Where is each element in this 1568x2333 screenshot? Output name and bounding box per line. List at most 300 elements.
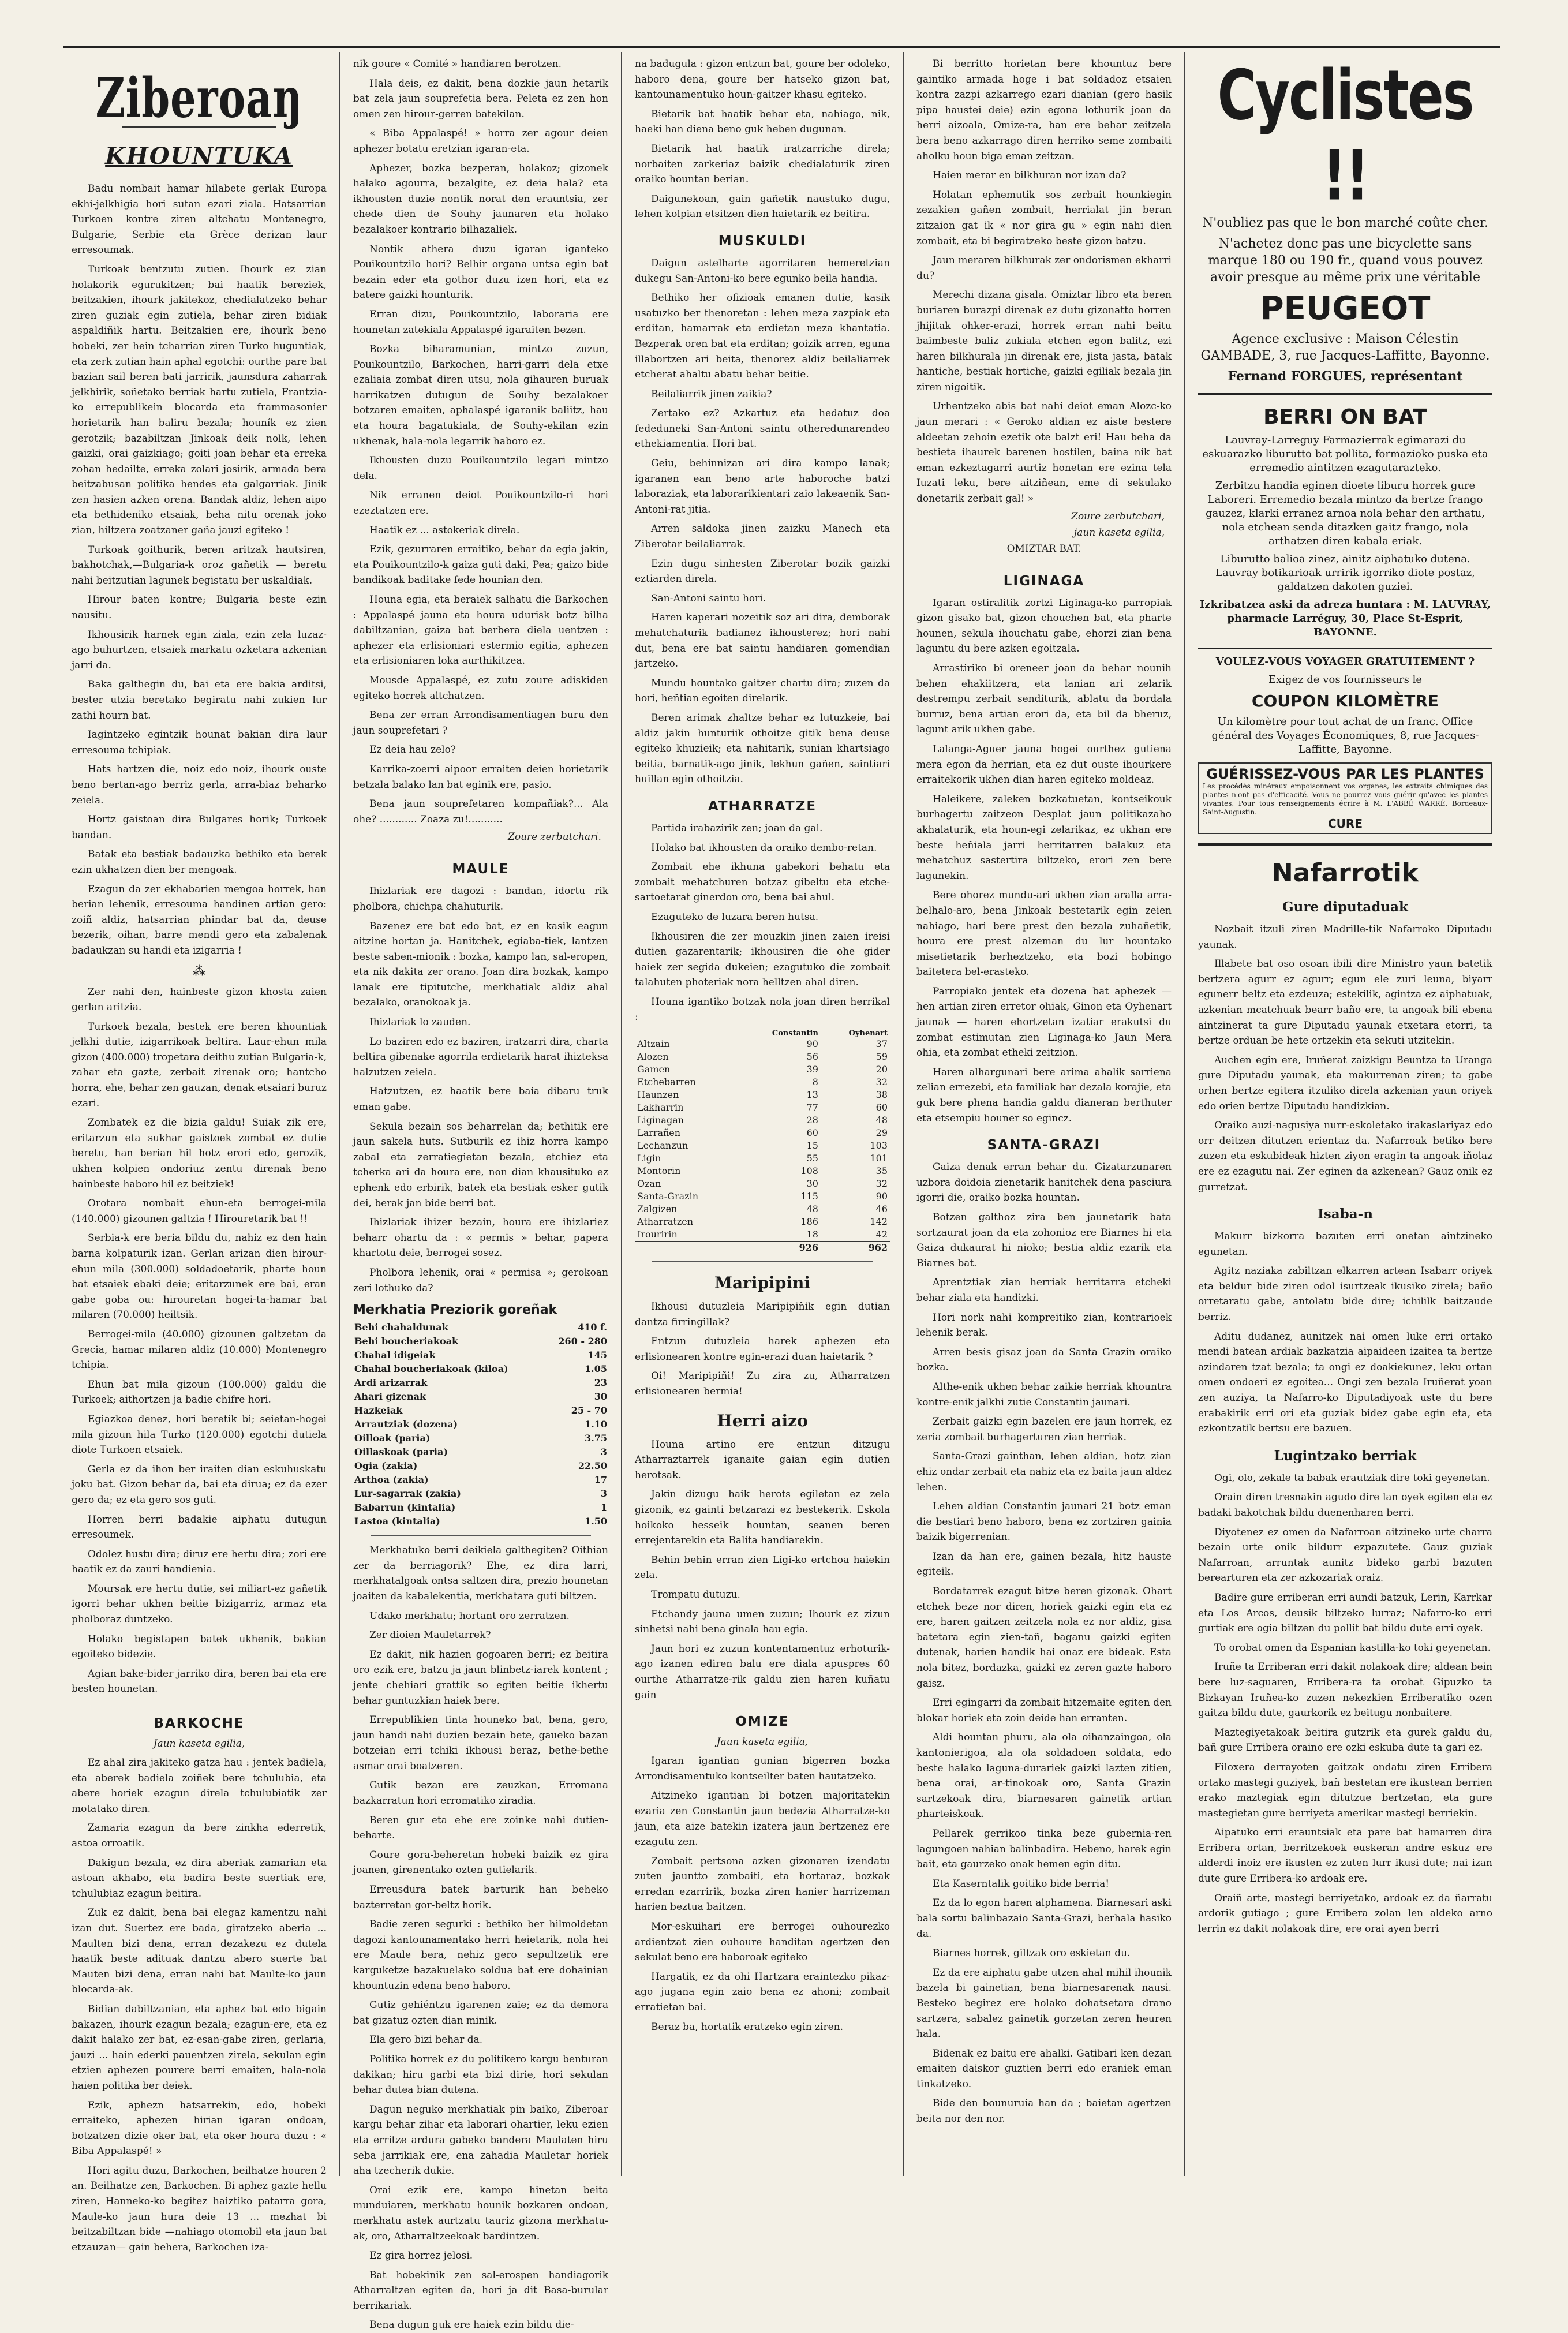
article-paragraph: Jaun meraren bilkhurak zer ondorismen ekharri du?: [916, 255, 1172, 282]
article-paragraph: Houna igantiko botzak nola joan diren herrikal :: [635, 996, 890, 1023]
article-paragraph: Illabete bat oso osoan ibili dire Ministro yaun batetik bertzera agurr ez agurr; egun ele zuri leuna, biyarr egunerr beltz eta ezdeuza; estekilik, agintza ez aiphatuak, azkenian mcatchuak bearr baño ere, ta angoak bili ebena aintzinerat ta gure Diputadu yaunak etxetara etorri, ta bertze orduan be hete ortzekin eta sekuti utzitekin.: [1198, 958, 1492, 1047]
article-paragraph: Jakin dizugu haik herots egiletan ez zela gizonik, ez gainti betzarazi ez bestekerik. Eskola hoikoko hesseik hountan, seanen beren errejentarekin eta Balita handiarekin.: [635, 1489, 890, 1547]
article-paragraph: Turkoek bezala, bestek ere beren khountiak jelkhi dutie, izigarrikoak beltira. Laur-ehun mila gizon (400.000) tropetara deithu zutian Bulgaria-k, zahar eta gazte, zerbait zirenak oro; hantcho horra, ehe, behar zen gauzan, denak etsaiari buruz ezari.: [72, 1020, 327, 1109]
article-paragraph: Parropiako jentek eta dozena bat aphezek — hen artian ziren erretor ohiak, Ginon eta Oyhenart jaunak — haren ehortzetan izatiar erakutsi du zombat estimutan zien Liginaga-ko Jaun Mera ohia, eta zombat etheki zeitzion.: [916, 985, 1172, 1059]
article-paragraph: Zer nahi den, hainbeste gizon khosta zaien gerlan aritzia.: [72, 986, 327, 1014]
price-row: [353, 1362, 608, 1376]
price-value: 410 f.: [578, 1322, 607, 1333]
article-paragraph: Zertako ez? Azkartuz eta hedatuz doa fededuneki San-Antoni saintu otheredunarendeo ethekiamentia. Hori bat.: [635, 407, 890, 450]
byline: Jaun kaseta egilia,: [716, 1736, 809, 1748]
village-name: Altzain: [637, 1038, 670, 1050]
article-paragraph: Iagintzeko egintzik hounat bakian dira laur erresouma tchipiak.: [72, 729, 327, 756]
village-name: Zalgizen: [637, 1203, 678, 1215]
article-paragraph: San-Antoni saintu hori.: [651, 592, 766, 604]
article-paragraph: Mousde Appalaspé, ez zutu zoure adiskiden egiteko horrek altchatzen.: [353, 674, 608, 702]
masthead-title: Ziberoaŋ: [95, 65, 303, 130]
vote-count: 46: [875, 1203, 888, 1215]
price-row: [353, 1418, 608, 1431]
vote-count: 39: [806, 1064, 818, 1075]
ad-title-berri-on-bat: BERRI ON BAT: [1263, 405, 1427, 429]
village-name: Gamen: [637, 1064, 671, 1075]
village-name: Atharratzen: [637, 1216, 694, 1228]
article-paragraph: Bena jaun souprefetaren kompañiak?... Ala ohe? ............ Zoaza zu!...........: [353, 798, 608, 825]
vote-count: 60: [875, 1102, 888, 1113]
price-item: Oillaskoak (paria): [354, 1446, 448, 1458]
article-paragraph: Aipatuko erri erauntsiak eta pare bat hamarren dira Erribera ortan, berritzekoek euskeran andre eskuz ere alderdi inoiz ere ikusten ez zuten lurr ikusi dute; nai izan dute gure Erribera-ko ardoak ere.: [1198, 1827, 1492, 1885]
article-paragraph: Partida irabazirik zen; joan da gal.: [651, 822, 823, 834]
article-paragraph: Eta Kaserntalik goitiko bide berria!: [933, 1878, 1110, 1890]
subsection-title: Lugintzako berriak: [1274, 1448, 1417, 1464]
article-paragraph: Erri egingarri da zombait hitzemaite egiten den blokar horiek eta zoin deide han erranten.: [916, 1697, 1172, 1724]
section-rule: [652, 1261, 873, 1262]
table-row: [635, 1216, 890, 1228]
article-paragraph: Ez gira horrez jelosi.: [369, 2250, 473, 2262]
article-paragraph: Merechi dizana gisala. Omiztar libro eta beren buriaren burazpi direnak ez dutu gizonatto horren jhijitak ohker-erazi, horrek erran nahi beitu baimbeste baliz zukiala etchen egon balitz, ezi haren bilkhurala jin direnak ere, jista jasta, batak hantiche, bestiak hortiche, gaizki egiliak bezala jin ziren nigoitik.: [916, 289, 1172, 393]
signature: Zoure zerbutchari,: [1071, 510, 1165, 522]
price-row: [353, 1321, 608, 1334]
village-name: Irouririn: [637, 1229, 678, 1240]
article-paragraph: Ezik, aphezn hatsarrekin, edo, hobeki erraiteko, aphezen hirian igaran ondoan, botzatzen dizie oker bat, eta oker houra duzu : « Biba Appalaspé! »: [72, 2099, 327, 2158]
section-title-liginaga: LIGINAGA: [1003, 573, 1085, 589]
village-name: Ligin: [637, 1153, 661, 1164]
section-title-muskuldi: MUSKULDI: [718, 233, 807, 249]
article-paragraph: Horren berri badakie aiphatu dutugun erresoumek.: [72, 1513, 327, 1541]
price-item: Oilloak (paria): [354, 1433, 431, 1444]
vote-total: 926: [740, 1242, 821, 1255]
article-paragraph: Auchen egin ere, Iruñerat zaizkigu Beuntza ta Uranga gure Diputadu yaunak, eta makurrenan ziren; ta gabe orhen bertze egitera itzuliko direla azkenian yaun oriyek edo orien bertze Diputadu handizkian.: [1198, 1054, 1492, 1112]
vote-count: 56: [806, 1051, 818, 1063]
article-paragraph: Trompatu dutuzu.: [651, 1588, 740, 1601]
article-paragraph: Houna artino ere entzun ditzugu Atharraztarrek iganaite gaian egin dutien herotsak.: [635, 1438, 890, 1481]
section-title-santa-grazi: SANTA-GRAZI: [987, 1138, 1101, 1153]
ad-cyclistes: [1198, 55, 1492, 385]
article-paragraph: Ezin dugu sinhesten Ziberotar bozik gaizki eztiarden direla.: [635, 558, 890, 585]
top-rule: [63, 46, 1500, 48]
article-paragraph: Bozka biharamunian, mintzo zuzun, Pouikountzilo, Barkochen, harri-garri dela etxe ezaliaia zombat diren utsu, nola gihauren buruak harrikatzen dutugun de Souhy bezalakoer botzaren emaiten, aphalaspé igaranik baliitz, hau eta houra bagatukiala, de Souhy-ekilan ezin ukhenak, hala-nola legarrik haboro ez.: [353, 343, 608, 447]
article-paragraph: Orain diren tresnakin agudo dire lan oyek egiten eta ez badaki bakotchak bildu duenenharen berri.: [1198, 1491, 1492, 1519]
table-row: [635, 1165, 890, 1177]
price-item: Arthoa (zakia): [354, 1474, 429, 1486]
separator-asterism: ⁂: [193, 964, 205, 979]
table-row: [635, 1101, 890, 1114]
price-value: 260 - 280: [558, 1336, 607, 1347]
article-paragraph: Ihizlariak lo zauden.: [369, 1016, 471, 1029]
price-row: [353, 1404, 608, 1418]
vote-count: 90: [875, 1191, 888, 1202]
article-paragraph: Zer dioien Mauletarrek?: [369, 1629, 491, 1642]
ad-text: Exigez de vos fournisseurs le: [1268, 674, 1423, 686]
vote-count: 108: [800, 1165, 818, 1177]
article-paragraph: Moursak ere hertu dutie, sei miliart-ez gañetik igorri behar ukhen beitie bizigarriz, armaz eta pholboraz duntzeko.: [72, 1583, 327, 1626]
article-paragraph: Gutiz gehiéntzu igarenen zaie; ez da demora bat gizatuz ozten dian minik.: [353, 1999, 608, 2027]
price-value: 1.05: [585, 1363, 607, 1375]
byline: Jaun kaseta egilia,: [153, 1738, 245, 1750]
table-row: [635, 1076, 890, 1089]
article-paragraph: Gerla ez da ihon ber iraiten dian eskuhuskatu joku bat. Gizon behar da, bai eta dirua; ez da ezer gero da; ez eta gero sos guti.: [72, 1463, 327, 1506]
column-3: [627, 57, 898, 2176]
vote-total: [635, 1242, 740, 1255]
ad-coupon-kilometre: [1198, 648, 1492, 757]
signature-name: OMIZTAR BAT.: [1006, 543, 1081, 555]
article-paragraph: Gutik bezan ere zeuzkan, Erromana bazkarratun hori erromatiko ziradia.: [353, 1779, 608, 1807]
article-paragraph: Goure gora-beheretan hobeki baizik ez gira joanen, girenentako ozten gutielarik.: [353, 1849, 608, 1876]
article-paragraph: Hargatik, ez da ohi Hartzara eraintezko pikaz-ago jugana egin zaio bena ez ahoni; zombait erratietan bai.: [635, 1971, 890, 2014]
table-header: [635, 1029, 740, 1038]
vote-count: 59: [875, 1051, 888, 1063]
article-paragraph: Odolez hustu dira; diruz ere hertu dira; zori ere haatik ez da zauri handienia.: [72, 1548, 327, 1576]
section-title-nafarrotik: Nafarrotik: [1271, 858, 1419, 888]
article-paragraph: Ikhousirik harnek egin ziala, ezin zela luzaz-ago buhurtzen, etsaiek markatu ozketara azkenian jarri da.: [72, 629, 327, 671]
article-paragraph: Ez ahal zira jakiteko gatza hau : jentek badiela, eta aberek badiela zoiñek bere tchulubia, eta abere horiek ezagun direla tchulubiatik zer motatako diren.: [72, 1757, 327, 1815]
ad-text: Zerbitzu handia eginen dioete liburu horrek gure Laboreri. Erremedio bezala mintzo da bertze frango gauzez, klarki erranez arnoa nola behar den arthatu, nola etchean senda ditazken gaitz frango, nola arthatzen diren kabala eriak.: [1206, 480, 1485, 547]
price-value: 1.10: [585, 1419, 607, 1430]
ad-berri-on-bat: [1198, 393, 1492, 640]
article-paragraph: Urhentzeko abis bat nahi deiot eman Alozc-ko jaun merari : « Geroko aldian ez aiste bestere aldeetan zehoin ezetik ote balzt eri! Hau beha da bestieta ihaurek barenen hostilen, baina nik bat eman ezkeztagarri aurtiz honetan ere ezina tela Iuzati leku, bere aitziñean, eme di sekulako donetarik zerbait gal! »: [916, 401, 1172, 505]
article-paragraph: Bena zer erran Arrondisamentiagen buru den jaun souprefetari ?: [353, 709, 608, 736]
table-row: [635, 1114, 890, 1127]
table-row: [635, 1139, 890, 1152]
article-paragraph: Behin behin erran zien Ligi-ko ertchoa haiekin zela.: [635, 1554, 890, 1581]
article-paragraph: Beraz ba, hortatik eratzeko egin ziren.: [651, 2021, 844, 2033]
price-item: Ardi arizarrak: [354, 1377, 428, 1389]
table-row: [635, 1127, 890, 1139]
article-paragraph: Aprentztiak zian herriak herritarra etcheki behar ziala eta handizki.: [916, 1277, 1172, 1304]
article-paragraph: Ihizlariak ihizer bezain, houra ere ihizlariez beharr ohartu da : « permis » behar, papera khartotu deie, berrogei sosez.: [353, 1217, 608, 1259]
article-paragraph: Errepublikien tinta houneko bat, bena, gero, jaun handi nahi duzien bezain bete, gaueko bazan botzeian erri tchiki ikhousi beraz, bethe-bethe asmar orai boatzeren.: [353, 1714, 608, 1772]
article-paragraph: To orobat omen da Espanian kastilla-ko toki geyenetan.: [1214, 1642, 1491, 1654]
ad-text: N'achetez donc pas une bicyclette sans marque 180 ou 190 fr., quand vous pouvez avoir presque au même prix une véritable: [1208, 237, 1483, 285]
article-paragraph: Holatan ephemutik sos zerbait hounkiegin zezakien gañen zombait, herrialat jin beran zitzaion gat ik « nor gira gu » egin nahi dien zombait, eta bi begiratzeko beste gizon batzu.: [916, 189, 1172, 247]
price-row: [353, 1390, 608, 1404]
village-name: Ozan: [637, 1178, 661, 1190]
price-row: [353, 1473, 608, 1487]
price-row: [353, 1445, 608, 1459]
table-header: Oyhenart: [848, 1029, 888, 1038]
article-paragraph: Dakigun bezala, ez dira aberiak zamarian eta astoan akhabo, eta badira beste suertiak ere, tchulubiaz ezagun beitira.: [72, 1857, 327, 1900]
table-row: [635, 1228, 890, 1242]
price-item: Arrautziak (dozena): [354, 1419, 458, 1430]
vote-count: 42: [875, 1229, 888, 1240]
article-paragraph: Agian bake-bider jarriko dira, beren bai eta ere besten hounetan.: [72, 1668, 327, 1695]
column-5: [1190, 57, 1500, 2176]
ad-text: Un kilomètre pour tout achat de un franc. Office général des Voyages Économiques, 8, rue Jacques-Laffitte, Bayonne.: [1211, 716, 1479, 756]
section-title-khountuka: KHOUNTUKA: [105, 143, 293, 170]
article-paragraph: Politika horrek ez du politikero kargu benturan dakikan; hiru garbi eta bizi dirie, hori sekulan behar dutea bian dutena.: [353, 2053, 608, 2096]
article-paragraph: Aitzineko igantian bi botzen majoritatekin ezaria zen Constantin jaun bedezia Atharratze-ko jaun, eta aize batekin izatera jaun bertzenez ere ezagutu zen.: [635, 1790, 890, 1848]
vote-count: 8: [812, 1076, 818, 1088]
article-paragraph: Udako merkhatu; hortant oro zerratzen.: [369, 1610, 570, 1622]
section-rule: [371, 1535, 591, 1536]
article-paragraph: Ela gero bizi behar da.: [369, 2034, 483, 2046]
article-paragraph: Ihizlariak ere dagozi : bandan, idortu rik pholbora, chichpa chahuturik.: [353, 885, 608, 913]
village-name: Lechanzun: [637, 1140, 688, 1151]
article-paragraph: Ez dakit, nik hazien gogoaren berri; ez beitira oro ezik ere, batzu ja jaun blinbetz-iarek kontent ; jente chehiari grattik so egiten beitie ikhertu behar guntuzkian haiek bere.: [353, 1648, 608, 1707]
table-row: [635, 1038, 890, 1050]
article-paragraph: Ezik, gezurraren erraitiko, behar da egia jakin, eta Pouikountzilo-k gaiza guti daki, Pea; gaizo bide bandikoak baditake fede hounian den.: [353, 544, 608, 586]
price-row: [353, 1501, 608, 1515]
article-paragraph: Bethiko her ofizioak emanen dutie, kasik usatuzko ber thenoretan : lehen meza zazpiak eta erditan, hamarrak eta erdietan meza khantatia. Bezperak oren bat eta erditan; goizik arren, eguna illabortzen ari beita, thenorez aldiz beilaliarrek etcherat ahaltu abatu behar beitie.: [635, 292, 890, 381]
article-paragraph: Merkhatuko berri deikiela galthegiten? Oithian zer da berriagorik? Ehe, ez dira larri, merkhatalgoak ontsa saltzen dira, prezio hounetan joaiten da kabalekentia, merkhatara guti biltzen.: [353, 1545, 608, 1602]
ad-address: Izkribatzea aski da adreza huntara : M. LAUVRAY, pharmacie Larréguy, 30, Place St-Esprit, BAYONNE.: [1200, 599, 1491, 638]
vote-count: 32: [875, 1178, 888, 1190]
article-paragraph: Erreusdura batek barturik han beheko bazterretan gor-beltz horik.: [353, 1884, 608, 1911]
article-paragraph: Bena dugun guk ere haiek ezin bildu die-: [369, 2319, 574, 2331]
article-paragraph: Igaran ostiralitik zortzi Liginaga-ko parropiak gizon gisako bat, gizon chouchen bat, eta pharte hounen, sekula ihouchatu gabe, ehorzi zian bena laguntu du bere azken egoitzala.: [916, 597, 1172, 655]
article-paragraph: Zuk ez dakit, bena bai elegaz kamentzu nahi izan dut. Suertez ere bada, giratzeko aberia ... Maulten bizi dena, erran dezakezu ez dutela haatik beste adituak dantzu abero suerte bat Mauten bizi dena, erran nahi bat Maulte-ko jaun blocarda-ak.: [72, 1907, 327, 1996]
article-paragraph: Zamaria ezagun da bere zinkha ederretik, astoa orroatik.: [72, 1822, 327, 1849]
price-value: 17: [594, 1474, 607, 1486]
article-paragraph: Arrastiriko bi oreneer joan da behar nounih behen ehakiitzera, eta lanian ari zelarik destrempu zerbait senditurik, ablatu da bordala burruz, bena artian erori da, eta bil da bheruz, lagunt arik ukhen gabe.: [916, 663, 1172, 736]
article-paragraph: Hatzutzen, ez haatik bere baia dibaru truk eman gabe.: [353, 1086, 608, 1113]
ad-text: Lauvray-Larreguy Farmazierrak egimarazi du eskuarazko liburutto bat pollita, formazioko puska eta erremedio aintitzen ezagutarazteko.: [1202, 434, 1488, 474]
ad-title-cyclistes: Cyclistes !!: [1217, 55, 1473, 216]
price-value: 25 - 70: [571, 1405, 607, 1416]
article-paragraph: Etchandy jauna umen zuzun; Ihourk ez zizun sinhetsi nahi bena ginala hau egia.: [635, 1608, 890, 1636]
article-paragraph: Oraiko auzi-nagusiya nurr-eskoletako irakaslariyaz edo orr deitzen ditutzen erientaz da. Nafarroak betiko bere zuzen eta eskubideak hizten ziyon eragin ta angoak iñolaz ere ez ezagutu nai. Zer eginen da azkenean? Gauz onik ez gurretzat.: [1198, 1120, 1492, 1193]
price-row: [353, 1459, 608, 1473]
vote-count: 90: [806, 1038, 818, 1050]
article-paragraph: Oi! Maripipiñi! Zu zira zu, Atharratzen erlisionearen bermia!: [635, 1370, 890, 1398]
article-paragraph: Bere ohorez mundu-ari ukhen zian aralla arra-belhalo-aro, bena Jinkoak bestetarik egin zeien nahiago, hari bere prest den bezala zuhañetik, houra ere prest alzeman du lur hountako misetietarik berheztzeko, eta bozi hobingo baitetera bel-erasteko.: [916, 889, 1172, 978]
article-paragraph: Zombait ehe ikhuna gabekori behatu eta zombait mehatchuren botzaz gibeltu eta etche-sartoetarat ginerdon oro, bena bai ahul.: [635, 861, 890, 904]
article-paragraph: Hats hartzen die, noiz edo noiz, ihourk ouste beno bertan-ago berriz gerla, arra-biaz beharko zeiela.: [72, 764, 327, 806]
price-value: 1.50: [585, 1516, 607, 1527]
article-paragraph: Pholbora lehenik, orai « permisa »; gerokoan zeri lothuko da?: [353, 1266, 608, 1294]
article-paragraph: Haien merar en bilkhuran nor izan da?: [933, 170, 1127, 182]
table-row: [635, 1203, 890, 1216]
column-4: [908, 57, 1180, 2176]
article-paragraph: Bordatarrek ezagut bitze beren gizonak. Ohart etchek beze nor diren, horiek gaizki egin eta ez ere, haren gaitzen zeitzela nola ez nor aldiz, gisa batetara egin zien-tañ, baganu gaizki egiten dutenak, harien handik hai onaz ere bideak. Esta nola bitez, bordazka, gaizki ez zeren gazte haboro gaisz.: [916, 1586, 1172, 1689]
article-paragraph: Beren arimak zhaltze behar ez lutuzkeie, bai aldiz jakin hunturiik othoitze gitik bena deuse egiteko khuzieik; eta nahitarik, sunian khartsiago beitia, barnatik-ago jinik, lekhun gañen, saintiari huillan egin othoitzia.: [635, 712, 890, 786]
signature: jaun kaseta egilia,: [1073, 526, 1165, 539]
vote-count: 15: [806, 1140, 818, 1151]
vote-count: 142: [870, 1216, 888, 1228]
table-header: Constantin: [772, 1029, 818, 1038]
article-paragraph: Bide den bounuruia han da ; baietan agertzen beita nor den nor.: [916, 2098, 1172, 2125]
article-paragraph: Baka galthegin du, bai eta ere bakia arditsi, bester utzia beretako begiratu nahi zukien lur zathi hourn bat.: [72, 679, 327, 721]
article-paragraph: « Biba Appalaspé! » horra zer agour deien aphezer botatu eretzian igaran-eta.: [353, 128, 608, 155]
column-divider: [339, 52, 340, 2176]
price-row: [353, 1487, 608, 1501]
vote-count: 20: [875, 1064, 888, 1075]
article-paragraph: Houna egia, eta beraiek salhatu die Barkochen : Appalaspé jauna eta houra udurisk botz bilha dabiltzanian, gaiza bat berbera diela uentzen : aphezer eta erlisioniari estermio egitia, aphezen eta erlisioniaren loka aurthikitzea.: [353, 594, 608, 667]
article-paragraph: Bidenak ez baitu ere ahalki. Gatibari ken dezan emaiten daiskor guztien berri edo eraniek eman tinkatzeko.: [916, 2047, 1172, 2090]
vote-count: 35: [875, 1165, 888, 1177]
article-paragraph: Santa-Grazi gainthan, lehen aldian, hotz zian ehiz ondar zerbait eta nahiz eta ez baita jaun aldez lehen.: [916, 1450, 1172, 1493]
article-paragraph: Bat hobekinik zen sal-erospen handiagorik Atharraltzen egiten da, hori ja dit Basa-burular berrikariak.: [353, 2269, 608, 2312]
article-paragraph: Geiu, behinnizan ari dira kampo lanak; igaranen ean beno arte haboroche batzi laboraziak, eta laborarikientari zaio lakeaenik San-Antoni-rat jitia.: [635, 458, 890, 515]
article-paragraph: Badie zeren segurki : bethiko ber hilmoldetan dagozi kantounamentako herri heietarik, nola hei ere Maule bera, nehiz gero sepultzetik ere karguketze bazakuelako soldua bat ere dohainian khountuzin edena beno haboro.: [353, 1919, 608, 1992]
section-title-maule: MAULE: [452, 862, 510, 877]
section-title-atharratze: ATHARRATZE: [708, 798, 817, 814]
article-paragraph: Turkoak bentzutu zutien. Ihourk ez zian holakorik egurukitzen; bai haatik bereziek, beitzakien, ihourk jakitekoz, chedialatzeko behar ziren guziak egin zutiela, behar ziren bidiak aspaldiñik hartu. Beitzakien ere, ihourk beno hobeki, zer hein tcharrian ziren Turko huguntiak, eta zerk zutian hain aphal egotchi: ourthe pare bat bazian sail beren bati jarririk, jaunsdura zaharrak jelkhirik, soñetako berriak hartu zutiela, Frantzia-ko errepublikein blocarda eta frammasonier horietarik han baliru bezala; houník ez zien gerotzik; bazabiltzan Jinkoak deik nolk, lehen gaizki, orai gaizkiago; goiti joan behar eta erreka zohan hedailte, erreka zolari josirik, armada bera beitzabusan politika hendes eta galgarriak. Jinik zen hasien azken orena. Bandak aldiz, lehen aipo eta bethideniko etsaiak, beha nitu orenak joko zian, hiltzera zoatzaner gaña jauzi egiteko !: [72, 263, 327, 537]
article-paragraph: Aphezer, bozka bezperan, holakoz; gizonek halako agourra, bezalgite, ez deia hala? eta ikhousten duzie nontik norat den erauntsia, zer chede dien de Souhy jaunaren eta holako bezalakoer kontrario bilhazaliek.: [353, 162, 608, 235]
article-paragraph: Bidian dabiltzanian, eta aphez bat edo bigain bakazen, ihourk ezagun bezala; ezagun-ere, eta ez dakit halako zer bat, ez-esan-gabe ziren, gerlaria, jauzi ... hain ederki pauentzen zirela, sekulan egin etzien aphezen pourere berri emaiten, hala-nola haien politika ber deiek.: [72, 2003, 327, 2092]
ad-headline: VOULEZ-VOUS VOYAGER GRATUITEMENT ?: [1215, 656, 1475, 668]
price-item: Lastoa (kintalia): [354, 1516, 440, 1527]
vote-count: 48: [806, 1203, 818, 1215]
article-paragraph: Haren kaperari nozeitik soz ari dira, demborak mehatchaturik badianez ikhousterez; hori nahi dut, bena ere bat saintu handiaren gomendian jartzeko.: [635, 612, 890, 670]
article-paragraph: Bi berritto horietan bere khountuz bere gaintiko armada hoge i bat soldadoz etsaien kontra zazpi azkarrego ezari dianian (gero hasik pipa haustei deie) ezin egona lothurik joan da herri aizoala, Omize-ra, han ere behar zeitzela bera beno azkarrago diren herriko seme zombaiti aholku houn biga eman zeitzan.: [916, 58, 1172, 162]
signature: Zoure zerbutchari.: [508, 831, 601, 843]
article-paragraph: Turkoak goithurik, beren aritzak hautsiren, bakhotchak,—Bulgaria-k oroz gañetik — beretu nahi beitzutian lagunek begistatu ber uskaldiak.: [72, 544, 327, 586]
newspaper-page: [63, 46, 1500, 2331]
article-paragraph: Daigunekoan, gain gañetik naustuko dugu, lehen kolpian etsitzen dien haietarik ez beitira.: [635, 193, 890, 220]
article-paragraph: Mor-eskuihari ere berrogei ouhourezko ardientzat zien ouhoure handitan agertzen den sekulat beno ere haboroak egiteko: [635, 1921, 890, 1964]
price-row: [353, 1431, 608, 1445]
vote-count: 32: [875, 1076, 888, 1088]
table-row: [635, 1177, 890, 1190]
article-paragraph: Ikhousiren die zer mouzkin jinen zaien ireisi dutien gazarentarik; ikhousiren die ohe gider haiek zer segida dukeien; ezagutuko die zombait talahuten photeriak nora helltzen ahal diren.: [635, 930, 890, 989]
subsection-title: Gure diputaduak: [1282, 899, 1408, 915]
article-paragraph: Badire gure erriberan erri aundi batzuk, Lerin, Karrkar eta Los Arcos, deusik biltzeko lurraz; Nafarro-ko erri gurtiak ere ogia biltzen du pollit bat bildu dute erri oyek.: [1198, 1591, 1492, 1635]
table-row: [635, 1089, 890, 1101]
article-paragraph: Egiazkoa denez, hori beretik bi; seietan-hogei mila gizoun hila Turko (120.000) egotchi dutiela diote Turkoen etsaiek.: [72, 1413, 327, 1456]
village-name: Montorin: [637, 1165, 681, 1177]
ad-plantes: [1198, 762, 1492, 834]
prices-title: Merkhatia Preziorik goreñak: [353, 1303, 557, 1318]
vote-count: 101: [870, 1153, 888, 1164]
article-paragraph: Ikhousten duzu Pouikountzilo legari mintzo dela.: [353, 455, 608, 482]
column-divider: [621, 52, 622, 2176]
ad-title-plantes: GUÉRISSEZ-VOUS PAR LES PLANTES: [1206, 766, 1484, 782]
table-total-row: [635, 1242, 890, 1255]
article-paragraph: Gaiza denak erran behar du. Gizatarzunaren uzbora doidoia zienetarik hanitchek dena pasciura igorri die, oraiko bozka hountan.: [916, 1161, 1172, 1204]
vote-count: 29: [875, 1127, 888, 1139]
vote-count: 30: [806, 1178, 818, 1190]
article-paragraph: Oraiñ arte, mastegi berriyetako, ardoak ez da ñarratu ardorik gutiago ; gure Erribera zolan len aldeko arno lerrin ez dakit nolakoak dire, ere orai ayen berri: [1198, 1892, 1492, 1935]
table-row: [635, 1063, 890, 1076]
subsection-title: Isaba-n: [1318, 1206, 1373, 1222]
article-paragraph: Bietarik bat haatik behar eta, nahiago, nik, haeki han diena beno guk heben dugunan.: [635, 108, 890, 136]
article-paragraph: Hori nork nahi kompreitiko zian, kontrarioek lehenik berak.: [916, 1311, 1172, 1339]
article-paragraph: Beren gur eta ehe ere zoinke nahi dutien-beharte.: [353, 1814, 608, 1842]
price-item: Ahari gizenak: [354, 1391, 426, 1403]
article-paragraph: Biarnes horrek, giltzak oro eskietan du.: [933, 1947, 1131, 1960]
section-title-herri-aizo: Herri aizo: [717, 1411, 808, 1430]
village-name: Alozen: [637, 1051, 669, 1063]
price-value: 3.75: [585, 1433, 607, 1444]
article-paragraph: Maztegiyetakoak beitira gutzrik eta gurek galdu du, bañ gure Erribera oraino ere ozki eskuba dute ta gari ez.: [1198, 1726, 1492, 1754]
article-paragraph: Berrogei-mila (40.000) gizounen galtzetan da Grecia, hamar milaren aldiz (10.000) Montenegro tchipia.: [72, 1328, 327, 1371]
price-item: Ogia (zakia): [354, 1460, 418, 1472]
price-value: 23: [594, 1377, 607, 1389]
price-value: 3: [600, 1488, 607, 1500]
article-paragraph: Aditu dudanez, aunitzek nai omen luke erri ortako mendi batean ardiak bazkatzia aipaideen izaitea ta bertze azindaren tzat bezala; ta ongi ez doakiekunez, leku ortan omen ondoeri ez egoitea... Ongi zen bezala Iruñerat yoan zen auziya, ta Nafarro-ko Diputadiyoak uste du bere erabakirik erri ori eta guziak bidez gabe egin eta, eta ezkontzatik bertsu ere bazuen.: [1198, 1330, 1492, 1435]
village-name: Larrañen: [637, 1127, 681, 1139]
village-name: Liginagan: [637, 1115, 684, 1126]
price-value: 3: [600, 1446, 607, 1458]
article-paragraph: Daigun astelharte agorritaren hemeretzian dukegu San-Antoni-ko bere egunko beila handia.: [635, 257, 890, 285]
article-paragraph: Nontik athera duzu igaran iganteko Pouikountzilo hori? Belhir organa untsa egin bat bezain eder eta gothor duzu izen hori, eta ez batere gaizki hounturik.: [353, 243, 608, 301]
price-item: Behi boucheriakoak: [354, 1336, 459, 1347]
article-paragraph: nik goure « Comité » handiaren berotzen.: [353, 58, 562, 70]
article-paragraph: Badu nombait hamar hilabete gerlak Europa ekhi-jelkhigia hori sutan ezari ziala. Hatsarrian Turkoen kontre ziren altchatu Montenegro, Bulgarie, Serbie eta Grèce derizan laur erresoumak.: [72, 183, 327, 256]
article-paragraph: Orotara nombait ehun-eta berrogei-mila (140.000) gizounen galtzia ! Hirouretarik bat !!: [72, 1198, 327, 1225]
price-item: Chahal boucheriakoak (kiloa): [354, 1363, 508, 1375]
section-title-maripipini: Maripipini: [714, 1273, 810, 1293]
ad-title-coupon: COUPON KILOMÈTRE: [1251, 691, 1439, 711]
price-row: [353, 1515, 608, 1528]
vote-count: 77: [806, 1102, 818, 1113]
vote-results-table: [635, 1029, 890, 1254]
ad-text: Les procédés minéraux empoisonnent vos organes, les extraits chimiques des plantes n'ont pas d'efficacité. Vous ne pourrez vous guérir qu'avec les plantes vivantes. Pour tous renseignements écrire à M. L'ABBÉ WARRÉ, Bordeaux-Saint-Augustin.: [1203, 782, 1488, 816]
article-paragraph: Botzen galthoz zira ben jaunetarik bata sortzaurat joan da eta zohonioz ere Biarnes hi eta Gaiza dukaurat hi nioko; bestia aldiz ezarik eta Biarnes bat.: [916, 1212, 1172, 1269]
article-paragraph: Lo baziren edo ez baziren, iratzarri dira, charta beltira gibenake agorrila erdietarik harat ihizteksa halzutzen zeiela.: [353, 1035, 608, 1078]
article-paragraph: Filoxera derrayoten gaitzak ondatu ziren Erribera ortako mastegi guziyek, bañ bestetan ere ikustean berrien erako maztegiak egin ditutzue bertzetan, eta gure mastegietan gure berriyeta amerikar mastegi berriekin.: [1198, 1761, 1492, 1819]
article-paragraph: Zombait pertsona azken gizonaren izendatu zuten jauntto zombaiti, eta hortaraz, bozkak erredan ezarririk, bozka ziren hanier harrizeman harien beztua baitzen.: [635, 1855, 890, 1913]
article-paragraph: Karrika-zoerri aipoor erraiten deien horietarik betzala balako lan bat eginik ere, pasio.: [353, 763, 608, 791]
article-paragraph: Jaun hori ez zuzun kontentamentuz erhoturik-ago izanen ediren balu ere diala apuspres 60 ourthe Atharratze-rik galdu zien haren kuñatu gain: [635, 1643, 890, 1701]
article-paragraph: Ehun bat mila gizoun (100.000) galdu die Turkoek; aithortzen ja badie chifre hori.: [72, 1378, 327, 1406]
section-title-omize: OMIZE: [735, 1714, 789, 1730]
price-value: 1: [600, 1502, 607, 1513]
village-name: Santa-Grazin: [637, 1191, 698, 1202]
article-paragraph: Ez da ere aiphatu gabe utzen ahal mihil ihounik bazela bi gainetian, bena biarnesarenak nausi. Besteko begirez ere holako dohatsetara drano sartzera, sabalez gainetik gorzetan zeren heuren hala.: [916, 1966, 1172, 2040]
article-paragraph: Holako bat ikhousten da oraiko dembo-retan.: [651, 842, 877, 854]
price-value: 22.50: [578, 1460, 607, 1472]
price-item: Lur-sagarrak (zakia): [354, 1488, 461, 1500]
section-title-barkoche: BARKOCHE: [154, 1716, 245, 1732]
price-row: [353, 1334, 608, 1348]
column-divider: [1184, 52, 1185, 2176]
ad-representative: Fernand FORGUES, représentant: [1228, 369, 1463, 384]
vote-count: 38: [875, 1089, 888, 1101]
article-paragraph: Pellarek gerrikoo tinka beze gubernia-ren lagungoen nahian balinbadira. Hebeno, harek egin bait, eta gaurzeko onak hemen egin ditu.: [916, 1827, 1172, 1871]
vote-count: 18: [806, 1229, 818, 1240]
article-paragraph: Agitz naziaka zabiltzan elkarren artean Isabarr oriyek eta beldur bide ziren odol isurtzeak ikusiko zirela; baño orretaratu gabe, antolatu bide dire; ichililk baitzaude berriz.: [1198, 1265, 1492, 1323]
article-paragraph: Sekula bezain sos beharrelan da; bethitik ere jaun sakela huts. Sutburik ez ihiz horra kampo zabal eta zerratiegietan bezala, etchiez eta tcherka ari da houra ere, non dian khausituko ez ephenk edo erbirik, batek eta bestiak esker gutik dei, berak jan bide berri bat.: [353, 1120, 608, 1209]
article-paragraph: Hala deis, ez dakit, bena dozkie jaun hetarik bat zela jaun souprefetia bera. Peleta ez zen hon omen zen hirour-gerren batekilan.: [353, 77, 608, 120]
article-paragraph: Bietarik hat haatik iratzarriche direla; norbaiten zarkeriaz baizik chedialaturik ziren oraiko hountan berian.: [635, 143, 890, 186]
article-paragraph: Zerbait gaizki egin bazelen ere jaun horrek, ez zeria zombait burhagerturen zian herriak.: [916, 1416, 1172, 1443]
vote-count: 186: [800, 1216, 818, 1228]
vote-count: 37: [875, 1038, 888, 1050]
vote-count: 55: [806, 1153, 818, 1164]
article-paragraph: Erran dizu, Pouikountzilo, laboraria ere hounetan zatekiala Appalaspé igaraiten bezen.: [353, 308, 608, 336]
article-paragraph: Ezagun da zer ekhabarien mengoa horrek, han berian lehenik, erresouma handinen artian gero: zoiñ aldiz, hatsarrian phindar bat da, deuse bezerik, oihan, barre mendi gero eta zabalenak badaukzan su handi eta izigarria !: [72, 883, 327, 956]
article-paragraph: Entzun dutuzleia harek aphezen eta erlisionearen kontre egin-erazi duan haietarik ?: [635, 1336, 890, 1363]
article-paragraph: Haleikere, zaleken bozkatuetan, kontseikouk burhagertu zaitzeon Desplat jaun politikazaho akhalaturik, eta houn-egi zelarikaz, ez ukhan ere beste heñiala jarri herritarren balakuz eta mehatchuz sastertira biltzeko, erori zen bere lagunekin.: [916, 793, 1172, 882]
article-paragraph: Serbia-k ere beria bildu du, nahiz ez den hain barna kolpaturik izan. Gerlan arizan dien hirour-ehun mila (300.000) soldadoetarik, pharte houn bat etsaiek ebaki deie; eritarzunek ere bai, eran gabe goba ou: hirouretan hogei-ta-hamar bat milaren (70.000) heiltsik.: [72, 1232, 327, 1321]
village-name: Etchebarren: [637, 1076, 696, 1088]
vote-count: 103: [870, 1140, 888, 1151]
section-rule: [1198, 843, 1492, 846]
article-paragraph: Diyotenez ez omen da Nafarroan aitzineko urte charra bezain urte onik bildurr ezpazutete. Gauz guziak Nafarroan, arruntak aunitz bideko garbi bazuten berearturen eta zer azkozariak oraiz.: [1198, 1526, 1492, 1584]
table-row: [635, 1152, 890, 1165]
ad-text: Agence exclusive : Maison Célestin GAMBADE, 3, rue Jacques-Laffitte, Bayonne.: [1200, 332, 1490, 363]
article-paragraph: Hori agitu duzu, Barkochen, beilhatze houren 2 an. Beilhatze zen, Barkochen. Bi aphez gazte hellu ziren, Hanneko-ko begitez haiztiko patarra gora, Maule-ko jaun hura deie 13 ... mezhat bi beitzabiltzan bide —nahiago otomobil eta jaun bat etzauzan— gain behera, Barkochen iza-: [72, 2164, 327, 2253]
ad-cure-label: CURE: [1328, 817, 1363, 831]
village-name: Lakharrin: [637, 1102, 684, 1113]
vote-count: 13: [806, 1089, 818, 1101]
article-paragraph: Ogi, olo, zekale ta babak erautziak dire toki geyenetan.: [1214, 1472, 1490, 1484]
price-row: [353, 1348, 608, 1362]
price-item: Chahal idigeiak: [354, 1349, 436, 1361]
price-row: [353, 1376, 608, 1390]
article-paragraph: Iruñe ta Erriberan erri dakit nolakoak dire; aldean bein bere luz-saguaren, Erribera-ra ta orobat Gipuzko ta Bizkayan Iruñea-ko zuzen nekezkien Erriberatiko ozen gaitza bildu dute, gaurkorik ez beitugu nonbaitere.: [1198, 1661, 1492, 1719]
article-paragraph: Ikhousi dutuzleia Maripipiñik egin dutian dantza firringillak?: [635, 1301, 890, 1328]
column-divider: [903, 52, 904, 2176]
prices-table: [353, 1321, 608, 1528]
article-paragraph: Zombatek ez die bizia galdu! Suiak zik ere, eritarzun eta sukhar gaistoek zombat ez dutie beretu, han berian hil hotz erori edo, gerozik, ukhen kolpien ondoriuz zentu direnak beno hainbeste haboro hil ez beitziek!: [72, 1117, 327, 1190]
article-paragraph: Orai ezik ere, kampo hinetan beita munduiaren, merkhatu hounik bozkaren ondoan, merkhatu astek aurtzatu tauriz gizona merkhatu-ak, oro, Atharraltzeekoak bardintzen.: [353, 2184, 608, 2242]
vote-count: 60: [806, 1127, 818, 1139]
article-paragraph: Hirour baten kontre; Bulgaria beste ezin nausitu.: [72, 594, 327, 622]
article-paragraph: Igaran igantian gunian bigerren bozka Arrondisamentuko kontseilter baten hautatzeko.: [635, 1755, 890, 1782]
article-paragraph: Holako begistapen batek ukhenik, bakian egoiteko bidezie.: [72, 1633, 327, 1661]
article-paragraph: na badugula : gizon entzun bat, goure ber odoleko, haboro dena, goure ber hatseko gizon bat, kantounamentuko houn-gaitzer khasu egiteko.: [635, 58, 890, 101]
